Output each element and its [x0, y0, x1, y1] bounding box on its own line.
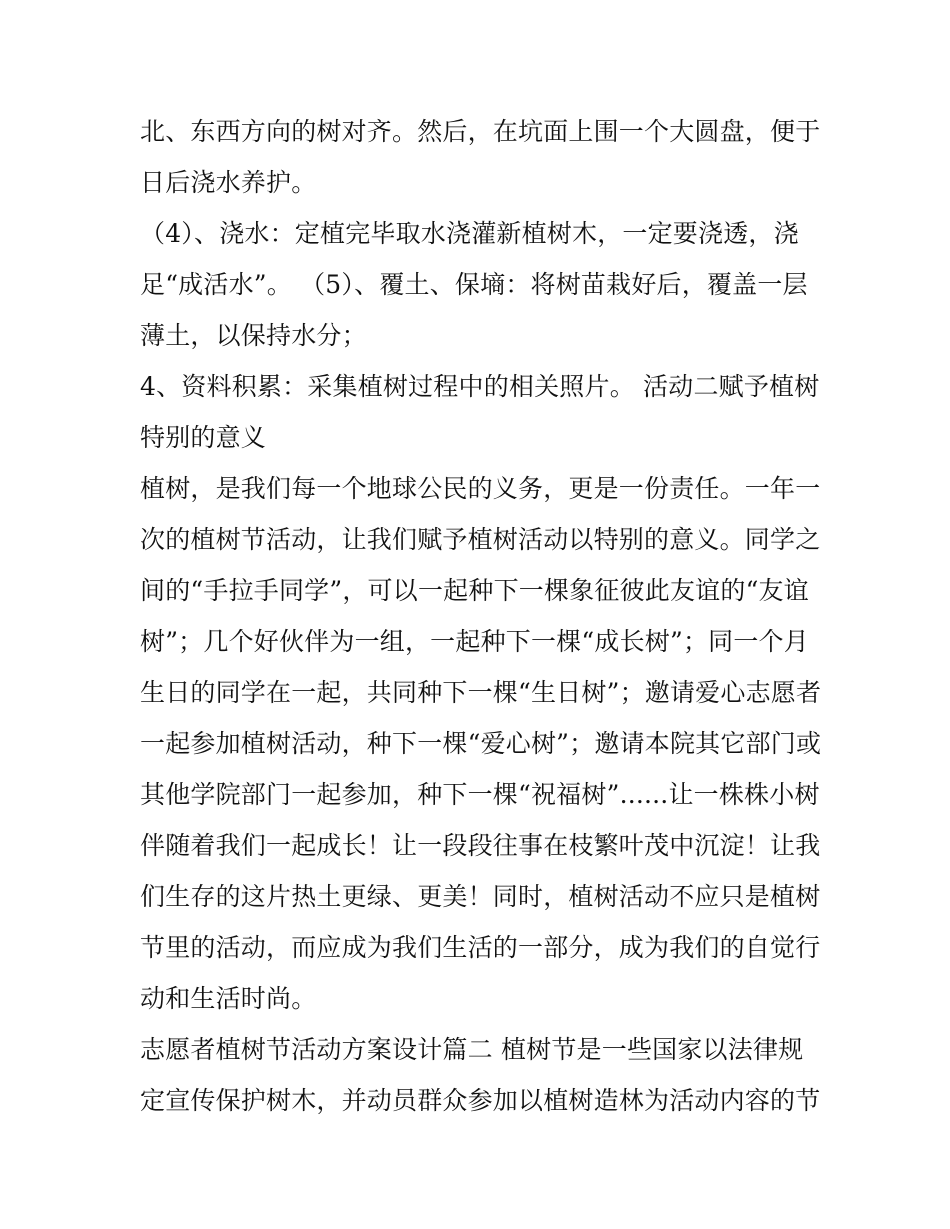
text-line: 树”；几个好伙伴为一组，一起种下一棵“成长树”；同一个月 — [140, 627, 809, 656]
text-line: 们生存的这片热土更绿、更美！同时，植树活动不应只是植树 — [140, 882, 821, 911]
text-line: 动和生活时尚。 — [140, 984, 317, 1013]
text-line: 一起参加植树活动，种下一棵“爱心树”；邀请本院其它部门或 — [140, 729, 822, 758]
text-line: 北、东西方向的树对齐。然后，在坑面上围一个大圆盘，便于 — [140, 117, 821, 146]
text-line: 志愿者植树节活动方案设计篇二 植树节是一些国家以法律规 — [140, 1035, 804, 1064]
text-line: 日后浇水养护。 — [140, 168, 317, 197]
text-line: 定宣传保护树木，并动员群众参加以植树造林为活动内容的节 — [140, 1086, 821, 1115]
text-line: 次的植树节活动，让我们赋予植树活动以特别的意义。同学之 — [140, 525, 821, 554]
text-line: 足“成活水”。 （5）、覆土、保墒：将树苗栽好后，覆盖一层 — [140, 270, 808, 299]
text-line: 4、资料积累：采集植树过程中的相关照片。 活动二赋予植树 — [140, 372, 820, 401]
document-body — [140, 106, 820, 1126]
text-line: 特别的意义 — [140, 423, 267, 452]
text-line: 薄土，以保持水分； — [140, 321, 367, 350]
text-line: 伴随着我们一起成长！让一段段往事在枝繁叶茂中沉淀！让我 — [140, 831, 821, 860]
text-line: 节里的活动，而应成为我们生活的一部分，成为我们的自觉行 — [140, 933, 821, 962]
text-line: 间的“手拉手同学”，可以一起种下一棵象征彼此友谊的“友谊 — [140, 576, 809, 605]
text-line: （4）、浇水：定植完毕取水浇灌新植树木，一定要浇透，浇 — [140, 219, 799, 248]
text-line: 其他学院部门一起参加，种下一棵“祝福树”......让一株株小树 — [140, 780, 820, 809]
text-line: 生日的同学在一起，共同种下一棵“生日树”；邀请爱心志愿者 — [140, 678, 822, 707]
text-line: 植树，是我们每一个地球公民的义务，更是一份责任。一年一 — [140, 474, 821, 503]
